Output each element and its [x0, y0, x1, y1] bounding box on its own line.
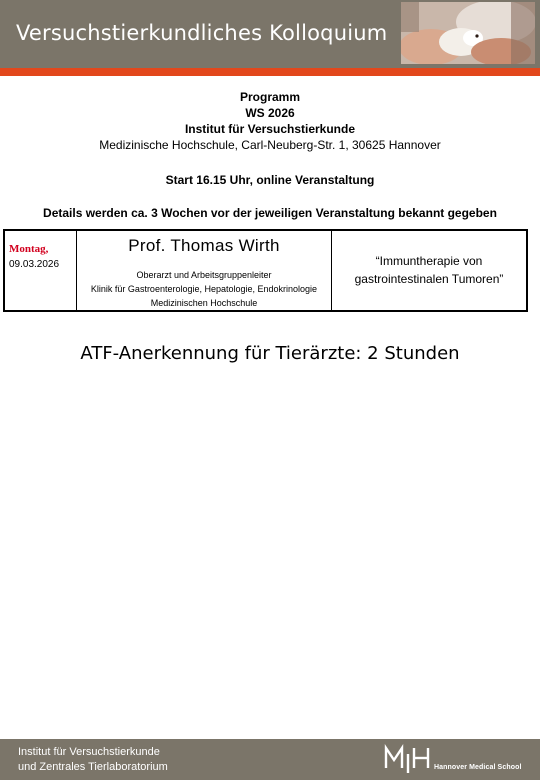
institute-address: Medizinische Hochschule, Carl-Neuberg-Str. 1, 30625 Hannover [99, 138, 441, 152]
event-topic [332, 252, 526, 288]
event-topic-cell [332, 231, 526, 310]
header-bar [0, 0, 540, 68]
event-table [3, 229, 528, 312]
speaker-name: Prof. Thomas Wirth [128, 236, 280, 255]
footer-institute [18, 745, 168, 775]
footer-line: Institut für Versuchstierkunde [18, 746, 160, 758]
topic-line: “Immuntherapie von [375, 254, 483, 268]
atf-recognition: ATF-Anerkennung für Tierärzte: 2 Stunden [80, 343, 460, 364]
topic-line: gastrointestinalen Tumoren” [354, 272, 504, 286]
footer-line: und Zentrales Tierlaboratorium [18, 761, 168, 773]
page-title: Versuchstierkundliches Kolloquium [16, 21, 388, 45]
footer-bar [0, 739, 540, 780]
accent-bar [0, 68, 540, 76]
details-note: Details werden ca. 3 Wochen vor der jeweiligen Veranstaltung bekannt gegeben [43, 206, 497, 220]
mhh-logo [384, 744, 432, 774]
event-date-cell [5, 231, 77, 310]
institute-name: Institut für Versuchstierkunde [184, 122, 356, 136]
event-speaker-cell [77, 231, 332, 310]
mhh-label: Hannover Medical School [434, 764, 522, 771]
affiliation-line: Oberarzt und Arbeitsgruppenleiter [136, 270, 272, 280]
program-heading [0, 89, 540, 153]
affiliation-line: Medizinischen Hochschule [150, 298, 258, 308]
event-date: 09.03.2026 [9, 259, 60, 270]
start-time: Start 16.15 Uhr, online Veranstaltung [165, 173, 375, 187]
semester-label: WS 2026 [245, 106, 295, 120]
hands-holding-rat-photo [401, 2, 535, 64]
event-day: Montag, [9, 243, 49, 255]
speaker-affiliation [77, 268, 331, 310]
affiliation-line: Klinik für Gastroenterologie, Hepatologie, Endokrinologie [90, 284, 318, 294]
program-label: Programm [239, 90, 301, 104]
